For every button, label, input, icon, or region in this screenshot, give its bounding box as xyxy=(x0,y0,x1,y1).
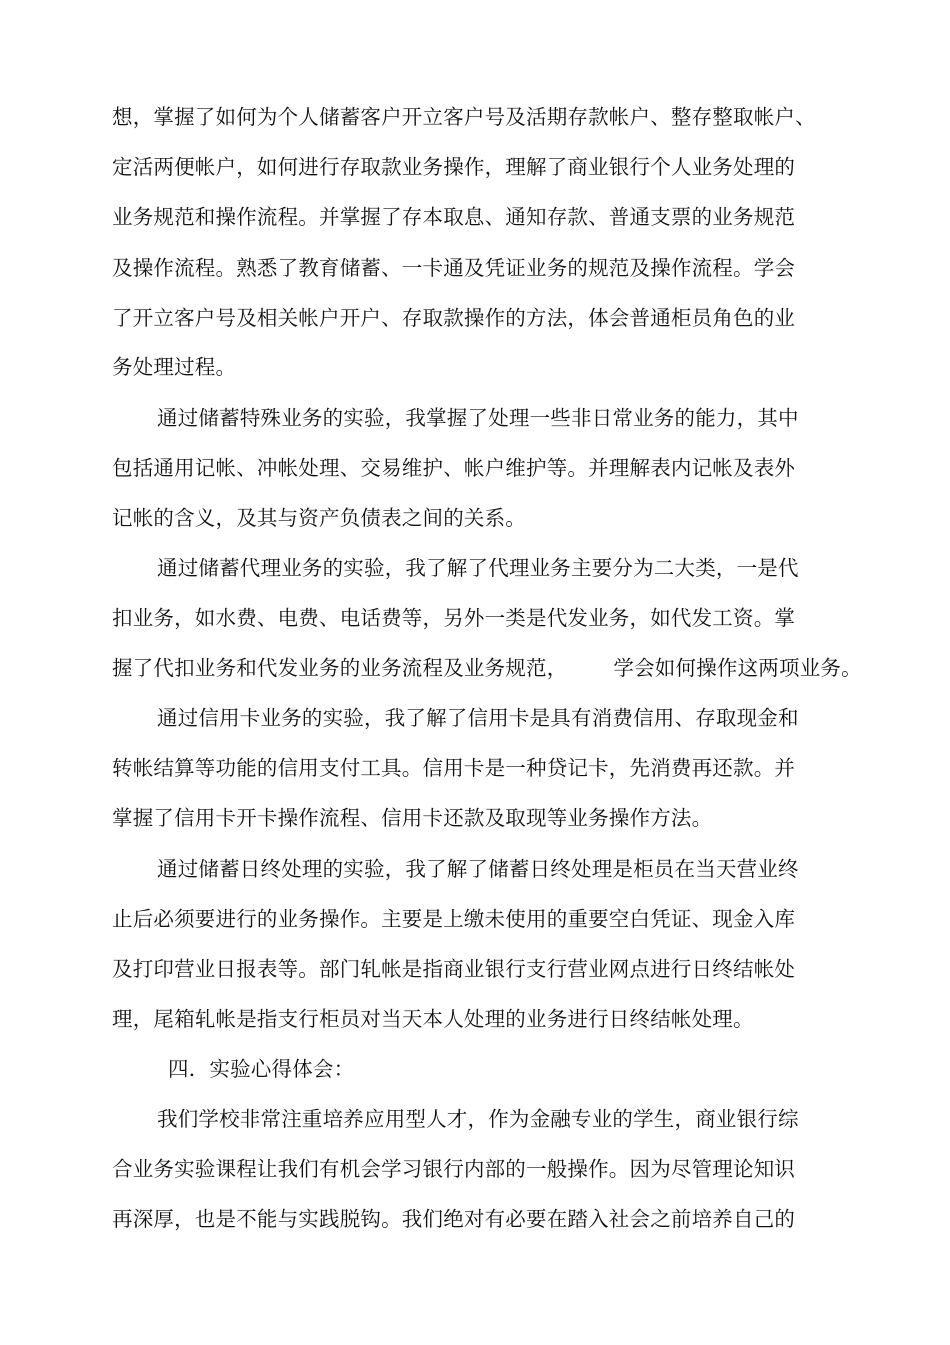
text-line: 定活两便帐户，如何进行存取款业务操作，理解了商业银行个人业务处理的 xyxy=(112,155,796,179)
paragraph-start-line: 我们学校非常注重培养应用型人才，作为金融专业的学生，商业银行综 xyxy=(157,1107,799,1131)
text-line: 再深厚，也是不能与实践脱钩。我们绝对有必要在踏入社会之前培养自己的 xyxy=(112,1207,796,1231)
text-line: 想，掌握了如何为个人储蓄客户开立客户号及活期存款帐户、整存整取帐户、 xyxy=(112,105,816,129)
text-line: 掌握了信用卡开卡操作流程、信用卡还款及取现等业务操作方法。 xyxy=(112,806,713,830)
text-line: 记帐的含义，及其与资产负债表之间的关系。 xyxy=(112,506,526,530)
text-line: 业务规范和操作流程。并掌握了存本取息、通知存款、普通支票的业务规范 xyxy=(112,205,796,229)
text-line: 扣业务，如水费、电费、电话费等，另外一类是代发业务，如代发工资。掌 xyxy=(112,606,796,630)
text-line: 理，尾箱轧帐是指支行柜员对当天本人处理的业务进行日终结帐处理。 xyxy=(112,1007,754,1031)
text-line: 了开立客户号及相关帐户开户、存取款操作的方法，体会普通柜员角色的业 xyxy=(112,306,796,330)
paragraph-start-line: 通过储蓄日终处理的实验，我了解了储蓄日终处理是柜员在当天营业终 xyxy=(157,857,799,881)
text-line: 及操作流程。熟悉了教育储蓄、一卡通及凭证业务的规范及操作流程。学会 xyxy=(112,256,796,280)
text-line: 合业务实验课程让我们有机会学习银行内部的一般操作。因为尽管理论知识 xyxy=(112,1157,796,1181)
text-line: 包括通用记帐、冲帐处理、交易维护、帐户维护等。并理解表内记帐及表外 xyxy=(112,456,796,480)
text-line: 转帐结算等功能的信用支付工具。信用卡是一种贷记卡，先消费再还款。并 xyxy=(112,756,796,780)
paragraph-start-line: 通过储蓄特殊业务的实验，我掌握了处理一些非日常业务的能力，其中 xyxy=(157,406,799,430)
text-line: 及打印营业日报表等。部门轧帐是指商业银行支行营业网点进行日终结帐处 xyxy=(112,957,796,981)
text-line: 务处理过程。 xyxy=(112,355,237,379)
paragraph-start-line: 通过信用卡业务的实验，我了解了信用卡是具有消费信用、存取现金和 xyxy=(157,706,799,730)
text-segment: 学会如何操作这两项业务。 xyxy=(613,656,862,680)
text-line xyxy=(112,653,862,683)
section-heading: 四．实验心得体会： xyxy=(168,1057,355,1081)
text-line: 止后必须要进行的业务操作。主要是上缴未使用的重要空白凭证、现金入库 xyxy=(112,907,796,931)
paragraph-start-line: 通过储蓄代理业务的实验，我了解了代理业务主要分为二大类，一是代 xyxy=(157,556,799,580)
text-segment: 握了代扣业务和代发业务的业务流程及业务规范， xyxy=(112,656,568,680)
